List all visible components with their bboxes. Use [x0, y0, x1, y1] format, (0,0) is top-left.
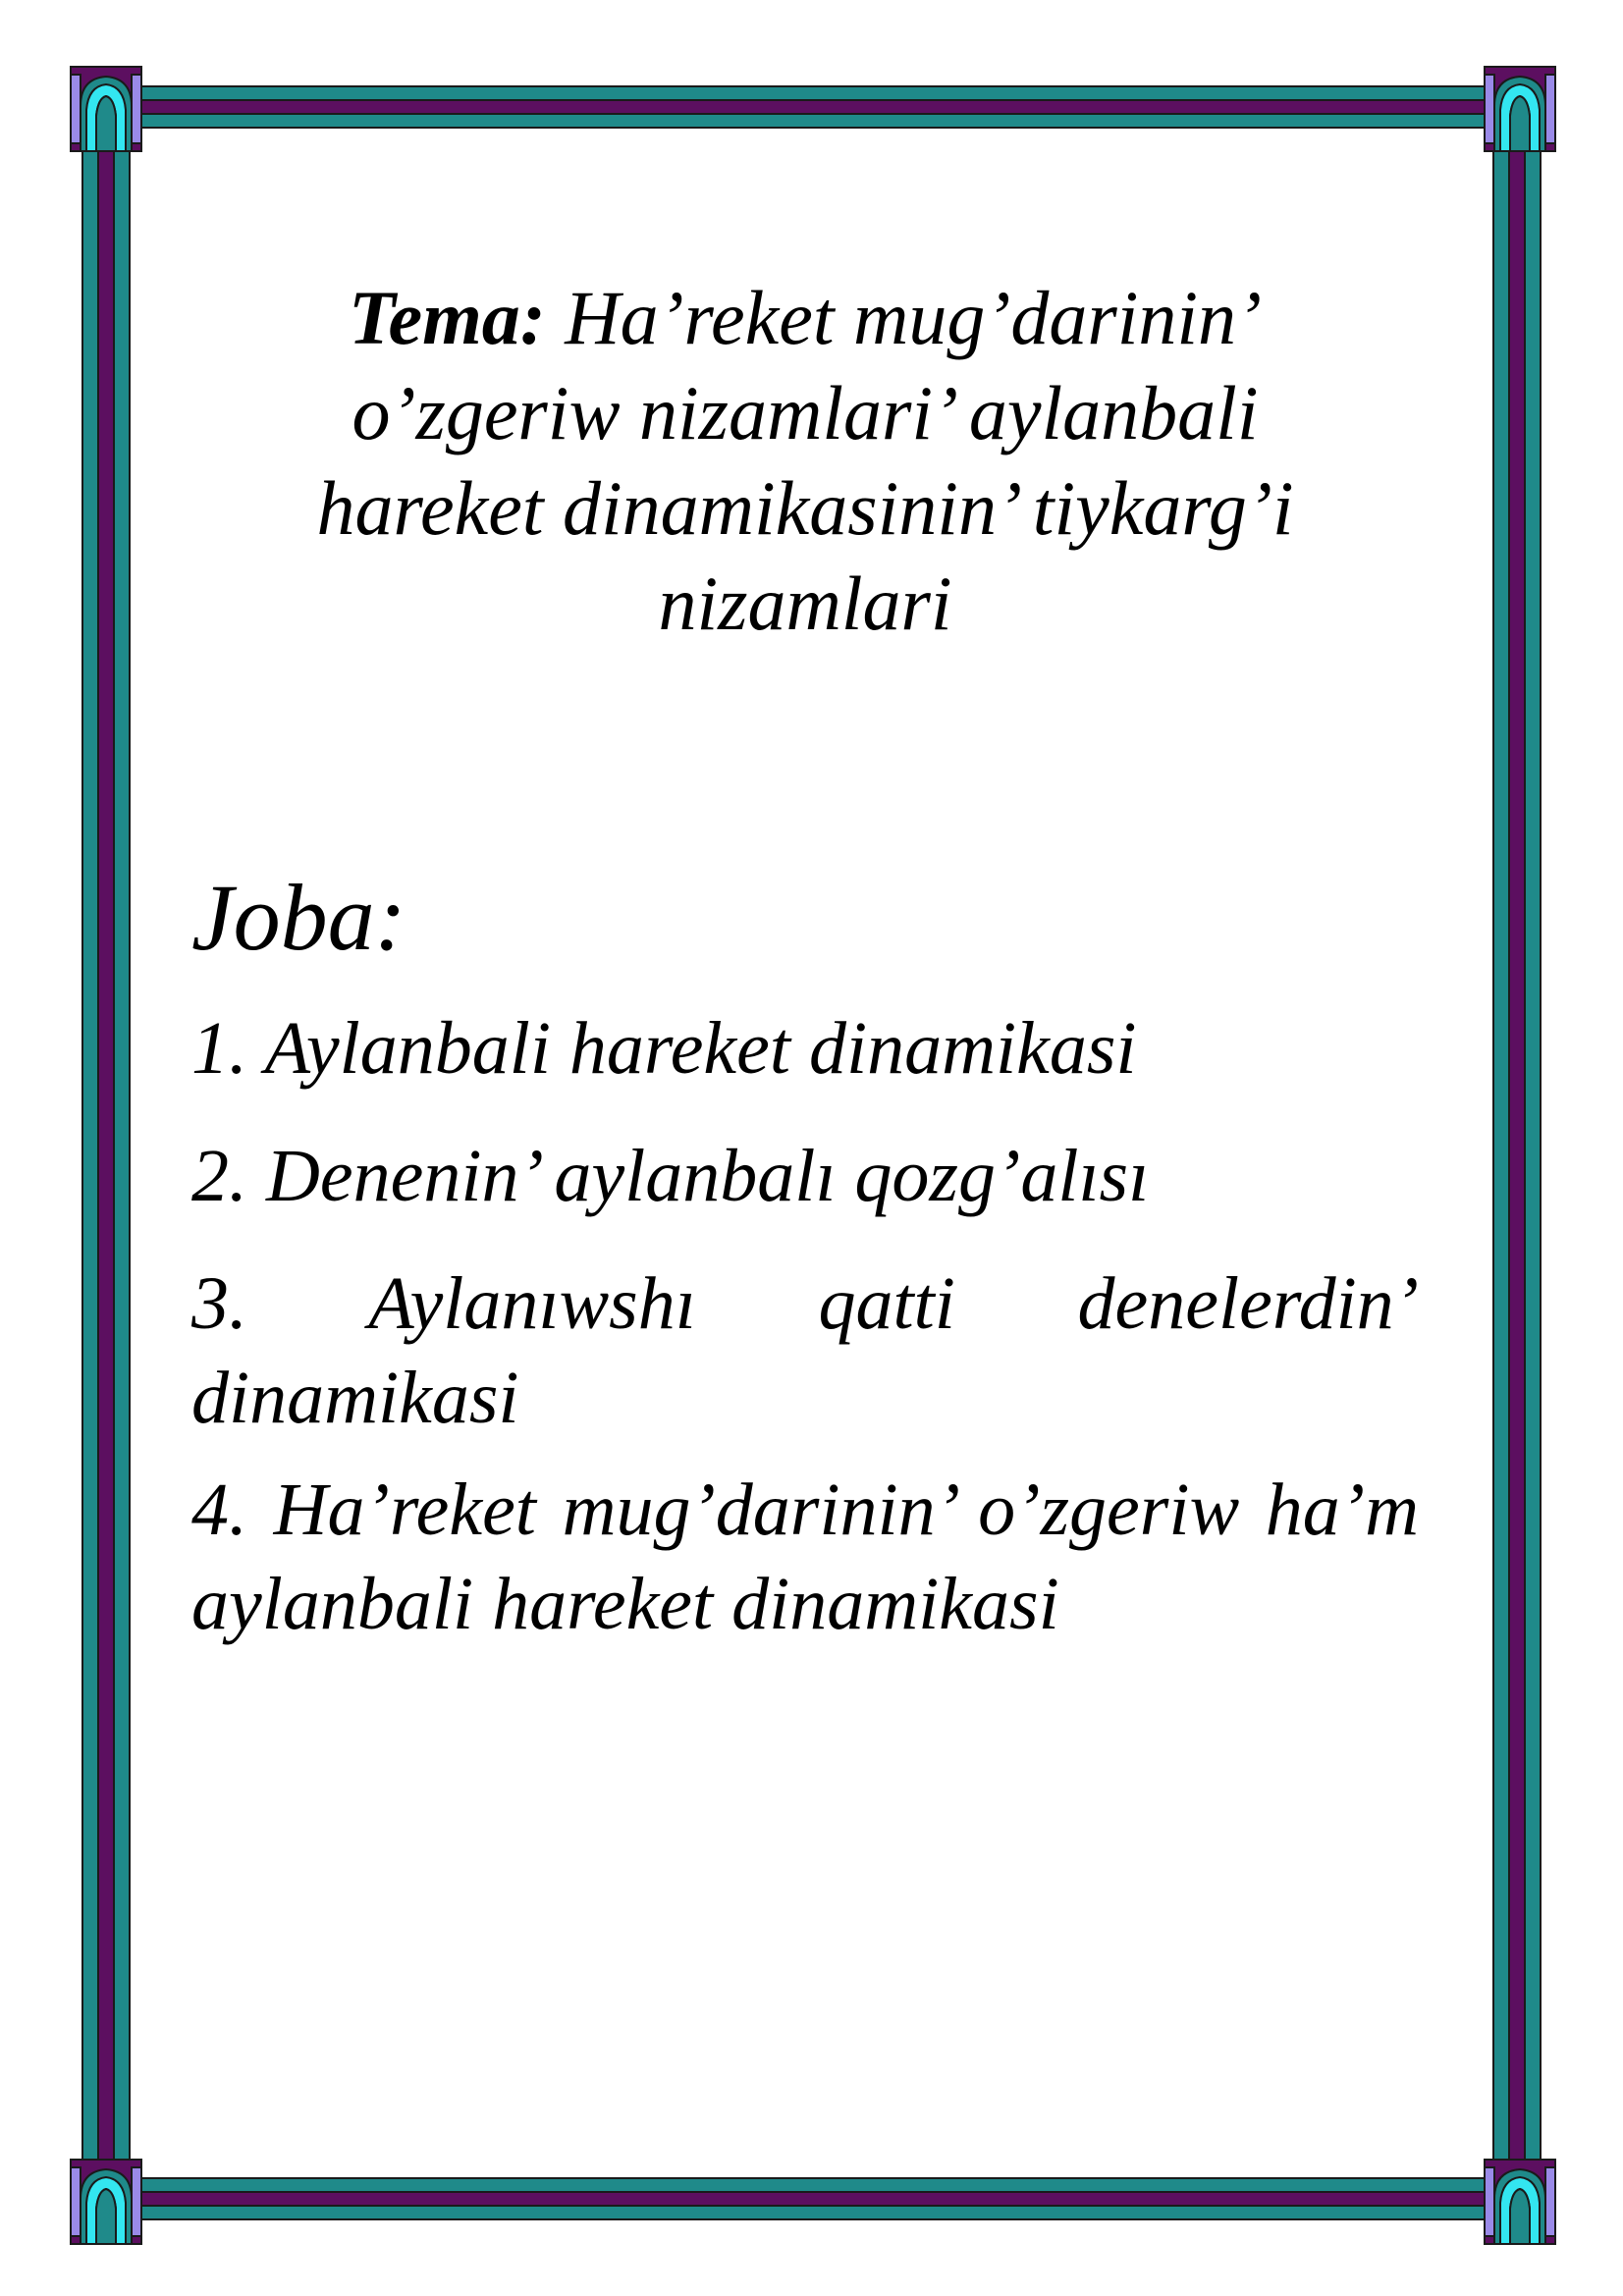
- corner-ornament-bottom-left: [71, 2160, 141, 2244]
- plan-heading: Joba:: [191, 865, 406, 970]
- border-left: [82, 137, 130, 2179]
- document-title: [236, 270, 1375, 651]
- border-top: [128, 86, 1495, 128]
- plan-item-4: 4. Ha’reket mug’darinin’ o’zgeriw ha’m aylanbali hareket dinamikasi: [191, 1468, 1419, 1645]
- plan-item-2: 2. Denenin’ aylanbalı qozg’alısı: [191, 1135, 1150, 1217]
- border-bottom: [128, 2178, 1495, 2219]
- corner-ornament-top-right: [1485, 67, 1555, 151]
- plan-item-1: 1. Aylanbali hareket dinamikasi: [191, 1007, 1137, 1090]
- title-text: Ha’reket mug’darinin’ o’zgeriw nizamlari’ aylanbali hareket dinamikasinin’ tiykarg’i nizamlari: [316, 275, 1294, 646]
- border-right: [1493, 137, 1541, 2179]
- title-label: Tema:: [348, 275, 546, 360]
- corner-ornament-bottom-right: [1485, 2160, 1555, 2244]
- plan-item-3: 3. Aylanıwshı qatti denelerdin’ dinamikasi: [191, 1262, 1419, 1439]
- corner-ornament-top-left: [71, 67, 141, 151]
